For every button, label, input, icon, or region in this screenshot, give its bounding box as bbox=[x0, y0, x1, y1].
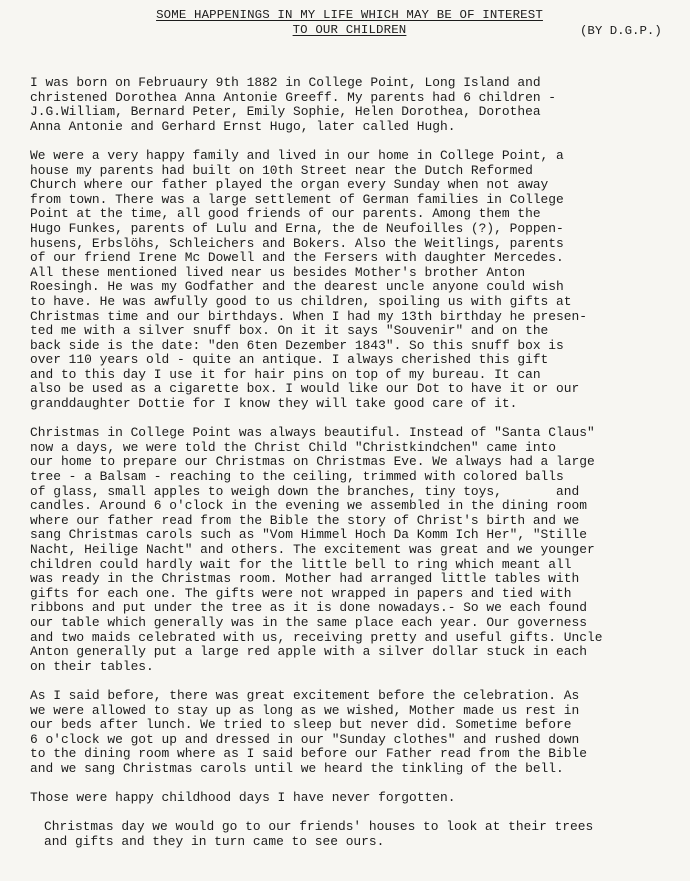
paragraph bbox=[44, 820, 685, 849]
text-line: and gifts and they in turn came to see ours. bbox=[44, 833, 385, 849]
text-line: ribbons and put under the tree as it is done nowadays.- So we each found bbox=[30, 600, 587, 616]
text-line: house my parents had built on 10th Street near the Dutch Reformed bbox=[30, 162, 533, 178]
text-line: gifts for each one. The gifts were not wrapped in papers and tied with bbox=[30, 585, 572, 601]
text-line: sang Christmas carols such as "Vom Himmel Hoch Da Komm Ich Her", "Stille bbox=[30, 527, 587, 543]
text-line: candles. Around 6 o'clock in the evening we assembled in the dining room bbox=[30, 498, 587, 514]
text-line: I was born on Februaury 9th 1882 in College Point, Long Island and bbox=[30, 75, 541, 90]
text-line: ted me with a silver snuff box. On it it says "Souvenir" and on the bbox=[30, 323, 549, 339]
text-line: As I said before, there was great excitement before the celebration. As bbox=[30, 687, 580, 703]
text-line: Church where our father played the organ every Sunday when not away bbox=[30, 177, 549, 193]
author-byline: (BY D.G.P.) bbox=[580, 24, 662, 38]
title-line: SOME HAPPENINGS IN MY LIFE WHICH MAY BE OF INTEREST bbox=[156, 8, 543, 22]
text-line: we were allowed to stay up as long as we wished, Mother made us rest in bbox=[30, 702, 580, 718]
text-line: on their tables. bbox=[30, 658, 154, 674]
text-line: Christmas time and our birthdays. When I had my 13th birthday he presen- bbox=[30, 308, 587, 324]
text-line: Hugo Funkes, parents of Lulu and Erna, the de Neufoilles (?), Poppen- bbox=[30, 220, 564, 236]
text-line: our table which generally was in the same place each year. Our governess bbox=[30, 614, 587, 630]
text-line: Point at the time, all good friends of our parents. Among them the bbox=[30, 206, 541, 222]
text-line: from town. There was a large settlement of German families in College bbox=[30, 191, 564, 207]
document-title bbox=[112, 8, 587, 38]
text-line: now a days, we were told the Christ Child "Christkindchen" came into bbox=[30, 439, 557, 455]
text-line: Roesingh. He was my Godfather and the dearest uncle anyone could wish bbox=[30, 279, 564, 295]
paragraph bbox=[30, 426, 685, 674]
text-line: and two maids celebrated with us, receiving pretty and useful gifts. Uncle bbox=[30, 629, 603, 645]
text-line: Christmas in College Point was always beautiful. Instead of "Santa Claus" bbox=[30, 425, 595, 441]
text-line: of glass, small apples to weigh down the branches, tiny toys, and bbox=[30, 483, 580, 499]
text-line: Anton generally put a large red apple with a silver dollar stuck in each bbox=[30, 644, 587, 660]
text-line: Those were happy childhood days I have never forgotten. bbox=[30, 790, 456, 806]
text-line: 6 o'clock we got up and dressed in our "Sunday clothes" and rushed down bbox=[30, 731, 580, 747]
text-line: All these mentioned lived near us besides Mother's brother Anton bbox=[30, 264, 526, 280]
text-line: granddaughter Dottie for I know they will take good care of it. bbox=[30, 396, 518, 412]
text-line: to have. He was awfully good to us children, spoiling us with gifts at bbox=[30, 293, 572, 309]
text-line: and we sang Christmas carols until we heard the tinkling of the bell. bbox=[30, 760, 564, 776]
text-line: children could hardly wait for the little bell to ring which meant all bbox=[30, 556, 572, 572]
text-line: also be used as a cigarette box. I would like our Dot to have it or our bbox=[30, 381, 580, 397]
text-line: Anna Antonie and Gerhard Ernst Hugo, later called Hugh. bbox=[30, 118, 456, 134]
text-line: tree - a Balsam - reaching to the ceiling, trimmed with colored balls bbox=[30, 469, 564, 485]
title-line: TO OUR CHILDREN bbox=[292, 23, 407, 37]
text-line: Nacht, Heilige Nacht" and others. The excitement was great and we younger bbox=[30, 542, 595, 557]
text-line: over 110 years old - quite an antique. I always cherished this gift bbox=[30, 352, 549, 368]
text-line: to the dining room where as I said before our Father read from the Bible bbox=[30, 746, 587, 762]
text-line: back side is the date: "den 6ten Dezember 1843". So this snuff box is bbox=[30, 337, 564, 353]
text-line: christened Dorothea Anna Antonie Greeff. My parents had 6 children - bbox=[30, 89, 557, 105]
document-header bbox=[0, 8, 690, 42]
paragraph bbox=[30, 76, 685, 134]
paragraph bbox=[30, 149, 685, 412]
paragraph bbox=[30, 689, 685, 777]
text-line: our beds after lunch. We tried to sleep but never did. Sometime before bbox=[30, 717, 572, 733]
text-line: Christmas day we would go to our friends' houses to look at their trees bbox=[44, 819, 594, 835]
paragraph bbox=[30, 791, 685, 806]
document-body bbox=[30, 76, 685, 864]
text-line: husens, Erbslöhs, Schleichers and Bokers. Also the Weitlings, parents bbox=[30, 235, 564, 251]
text-line: We were a very happy family and lived in our home in College Point, a bbox=[30, 147, 564, 163]
text-line: J.G.William, Bernard Peter, Emily Sophie, Helen Dorothea, Dorothea bbox=[30, 104, 541, 120]
text-line: of our friend Irene Mc Dowell and the Fersers with daughter Mercedes. bbox=[30, 250, 564, 266]
text-line: our home to prepare our Christmas on Christmas Eve. We always had a large bbox=[30, 454, 595, 470]
text-line: and to this day I use it for hair pins on top of my bureau. It can bbox=[30, 366, 541, 382]
text-line: where our father read from the Bible the story of Christ's birth and we bbox=[30, 512, 580, 528]
text-line: was ready in the Christmas room. Mother had arranged little tables with bbox=[30, 571, 580, 587]
